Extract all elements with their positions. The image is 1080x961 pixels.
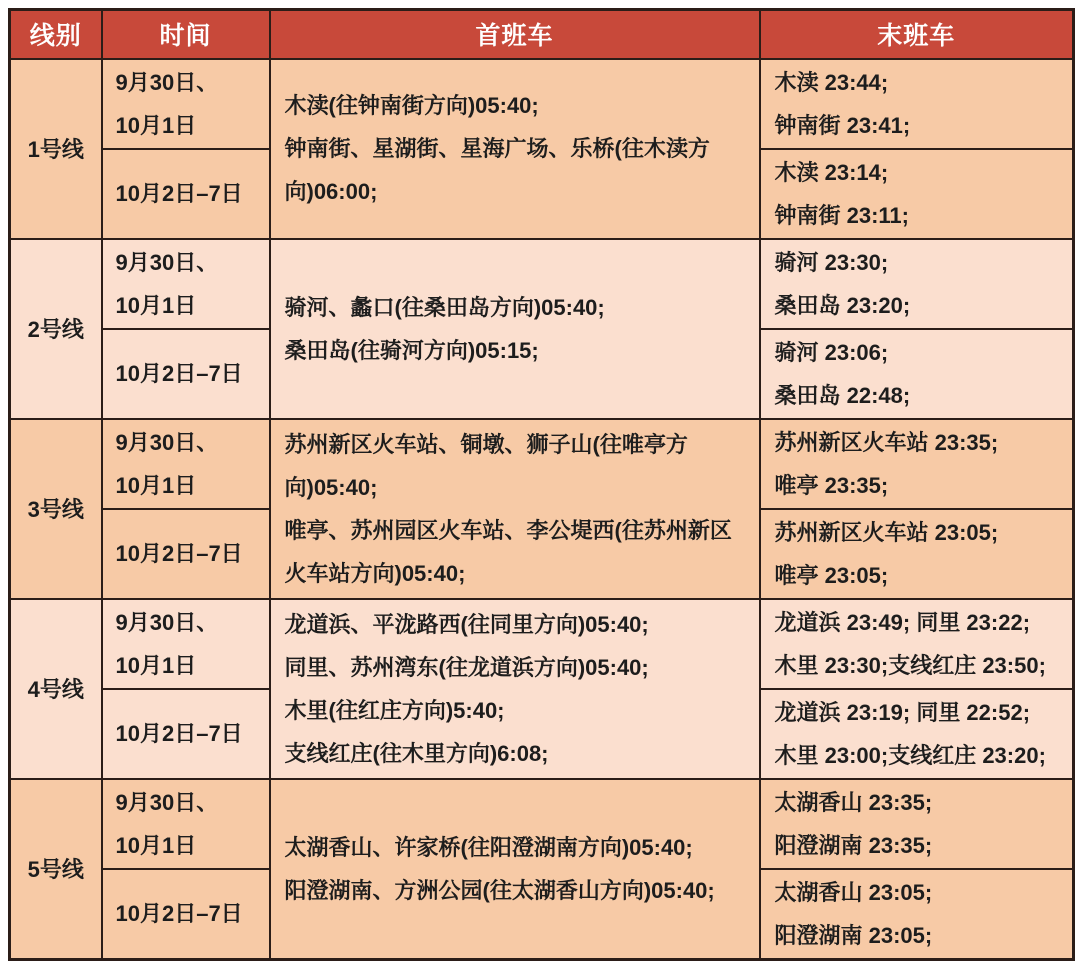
schedule-text-line: 唯亭 23:05; [774,562,889,588]
last-train-schedule-period1 [760,779,1074,869]
schedule-text-line: 阳澄湖南 23:35; [774,832,933,858]
schedule-text-line: 10月2日–7日 [115,361,243,386]
schedule-text-line: 太湖香山、许家桥(往阳澄湖南方向)05:40; [284,834,693,860]
line-label: 4号线 [10,599,102,779]
schedule-text-line: 10月2日–7日 [115,901,243,926]
line-label: 5号线 [10,779,102,960]
schedule-text-line: 支线红庄(往木里方向)6:08; [284,740,549,766]
schedule-text-line: 桑田岛(往骑河方向)05:15; [284,337,539,363]
last-train-schedule-period1 [760,239,1074,329]
schedule-text-line: 唯亭、苏州园区火车站、李公堤西(往苏州新区火车站方向)05:40; [284,517,732,586]
metro-schedule-table [8,8,1075,961]
last-train-schedule-period1 [760,419,1074,509]
date-range-period1 [102,599,270,689]
schedule-text-line: 钟南街、星湖街、星海广场、乐桥(往木渎方向)06:00; [284,136,710,204]
line-group-row-period1 [10,419,1074,509]
schedule-text-line: 木渎 23:44; [774,69,889,95]
schedule-text-line: 龙道浜 23:49; 同里 23:22; [774,609,1031,635]
schedule-text-line: 太湖香山 23:35; [774,789,933,815]
last-train-schedule-period2 [760,689,1074,779]
date-range-period1 [102,239,270,329]
date-range-period2 [102,509,270,599]
col-header-line: 线别 [10,10,102,59]
first-train-schedule [270,239,760,419]
line-group-row-period1 [10,779,1074,869]
schedule-text-line: 10月1日 [115,292,197,318]
schedule-text-line: 10月2日–7日 [115,181,243,206]
col-header-last-train: 末班车 [760,10,1074,59]
date-range-period1 [102,779,270,869]
schedule-text-line: 龙道浜 23:19; 同里 22:52; [774,699,1031,725]
schedule-text-line: 9月30日、 [115,789,219,815]
first-train-schedule [270,59,760,239]
line-group-row-period1 [10,59,1074,149]
schedule-text-line: 骑河 23:06; [774,339,889,365]
date-range-period1 [102,59,270,149]
schedule-text-line: 10月1日 [115,652,197,678]
schedule-text-line: 钟南街 23:41; [774,112,911,138]
line-group-row-period1 [10,239,1074,329]
schedule-text-line: 同里、苏州湾东(往龙道浜方向)05:40; [284,654,649,680]
schedule-text-line: 10月1日 [115,472,197,498]
first-train-schedule [270,599,760,779]
schedule-text-line: 苏州新区火车站、铜墩、狮子山(往唯亭方向)05:40; [284,431,688,500]
schedule-text-line: 10月2日–7日 [115,721,243,746]
date-range-period2 [102,329,270,419]
schedule-body [10,59,1074,960]
schedule-text-line: 木渎 23:14; [774,159,889,185]
schedule-text-line: 太湖香山 23:05; [774,879,933,905]
date-range-period2 [102,689,270,779]
schedule-text-line: 9月30日、 [115,429,219,455]
last-train-schedule-period2 [760,149,1074,239]
last-train-schedule-period2 [760,509,1074,599]
schedule-text-line: 钟南街 23:11; [774,202,909,228]
schedule-text-line: 龙道浜、平泷路西(往同里方向)05:40; [284,611,649,637]
schedule-text-line: 10月1日 [115,832,197,858]
first-train-schedule [270,419,760,599]
schedule-text-line: 阳澄湖南 23:05; [774,922,933,948]
schedule-text-line: 苏州新区火车站 23:05; [774,519,999,545]
col-header-first-train: 首班车 [270,10,760,59]
schedule-text-line: 苏州新区火车站 23:35; [774,429,999,455]
schedule-text-line: 木里 23:30;支线红庄 23:50; [774,652,1046,678]
table-header-row [10,10,1074,59]
schedule-text-line: 木里(往红庄方向)5:40; [284,697,505,723]
date-range-period2 [102,149,270,239]
schedule-text-line: 9月30日、 [115,249,219,275]
schedule-text-line: 9月30日、 [115,69,219,95]
schedule-text-line: 9月30日、 [115,609,219,635]
schedule-text-line: 10月1日 [115,112,197,138]
last-train-schedule-period2 [760,329,1074,419]
last-train-schedule-period1 [760,59,1074,149]
schedule-text-line: 骑河 23:30; [774,249,889,275]
schedule-text-line: 唯亭 23:35; [774,472,889,498]
schedule-text-line: 桑田岛 22:48; [774,382,911,408]
line-group-row-period1 [10,599,1074,689]
schedule-text-line: 10月2日–7日 [115,541,243,566]
schedule-text-line: 木里 23:00;支线红庄 23:20; [774,742,1046,768]
schedule-text-line: 木渎(往钟南街方向)05:40; [284,93,539,118]
line-label: 2号线 [10,239,102,419]
date-range-period2 [102,869,270,960]
line-label: 1号线 [10,59,102,239]
date-range-period1 [102,419,270,509]
schedule-text-line: 桑田岛 23:20; [774,292,911,318]
line-label: 3号线 [10,419,102,599]
schedule-text-line: 骑河、蠡口(往桑田岛方向)05:40; [284,294,605,320]
col-header-time: 时间 [102,10,270,59]
last-train-schedule-period2 [760,869,1074,960]
first-train-schedule [270,779,760,960]
last-train-schedule-period1 [760,599,1074,689]
schedule-text-line: 阳澄湖南、方洲公园(往太湖香山方向)05:40; [284,877,715,903]
